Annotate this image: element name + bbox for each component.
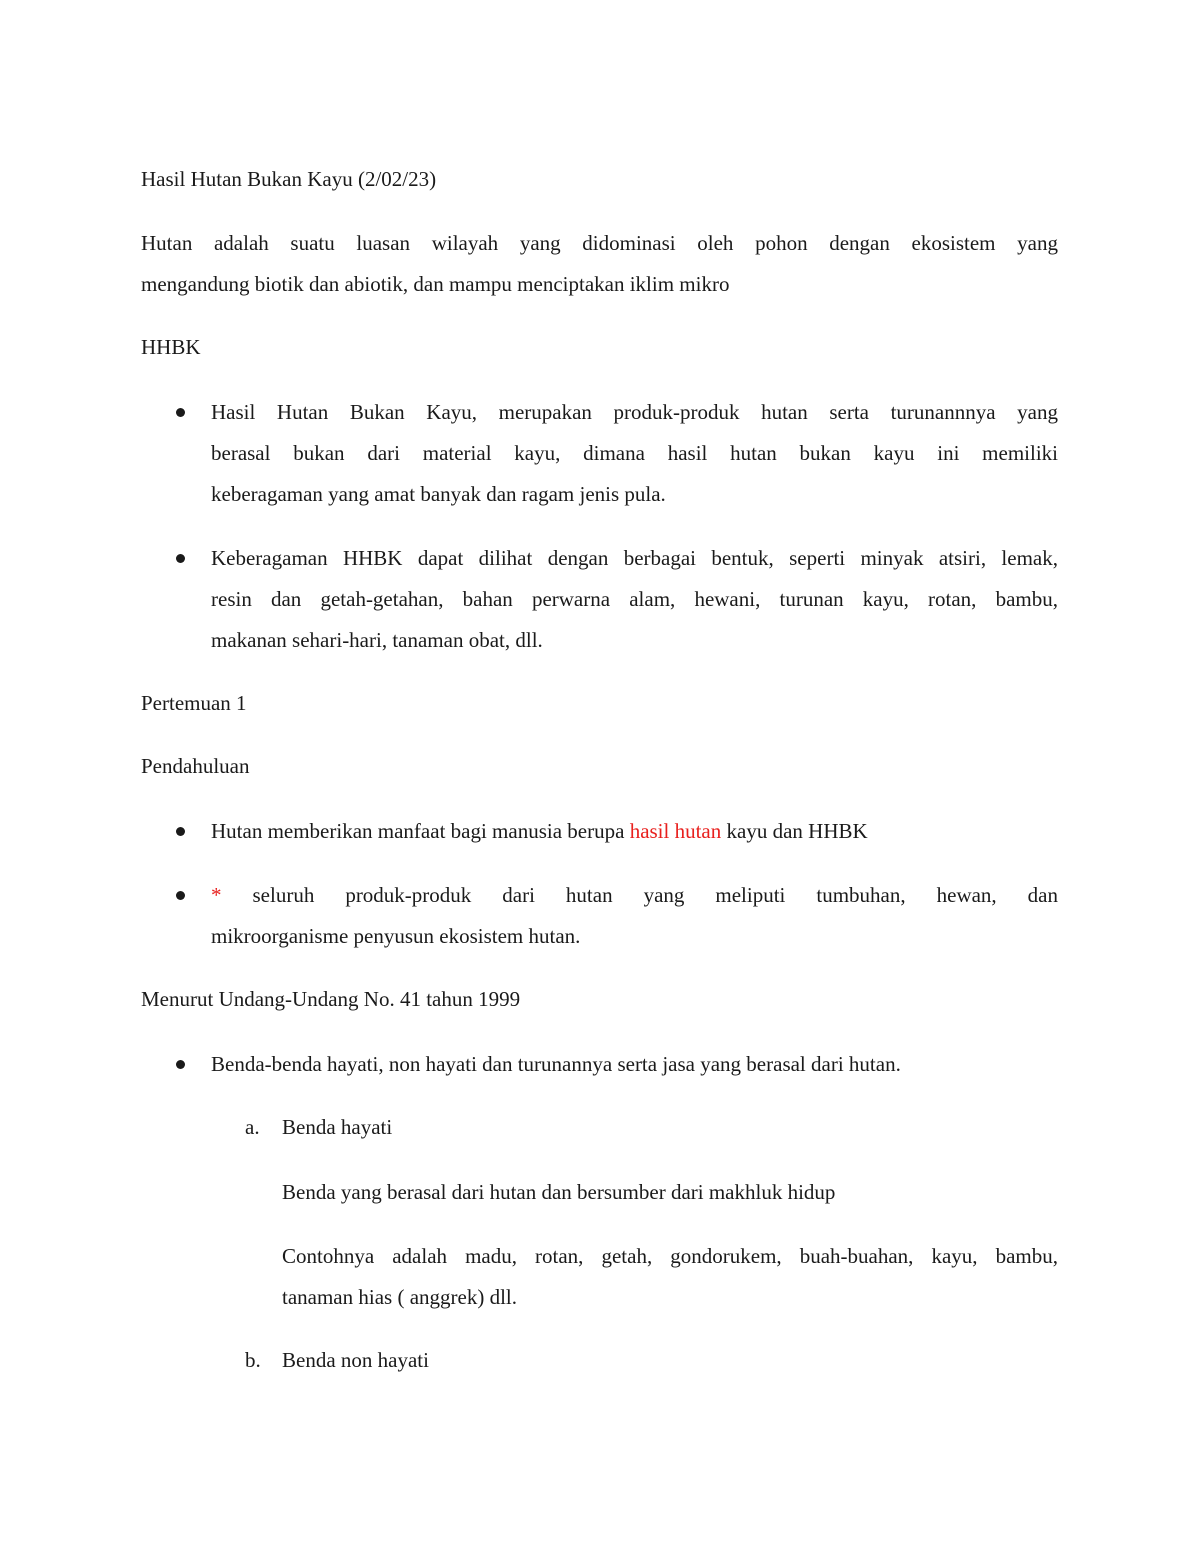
highlighted-term: hasil hutan [629,819,722,843]
benda-non-hayati-label: Benda non hayati [282,1348,429,1372]
benda-hayati-example-line-2: tanaman hias ( anggrek) dll. [282,1285,517,1309]
hhbk-bullet-2-line-2: resin dan getah-getahan, bahan perwarna alam, hewani, turunan kayu, rotan, bambu, [211,587,1058,611]
pendahuluan-bullet-2-text: seluruh produk-produk dari hutan yang meliputi tumbuhan, hewan, dan [252,883,1058,907]
hhbk-bullet-2-line-1: Keberagaman HHBK dapat dilihat dengan berbagai bentuk, seperti minyak atsiri, lemak, [211,546,1058,570]
pendahuluan-heading: Pendahuluan [141,754,250,778]
pertemuan-heading: Pertemuan 1 [141,691,247,715]
benda-hayati-example-line-1: Contohnya adalah madu, rotan, getah, gondorukem, buah-buahan, kayu, bambu, [282,1244,1058,1268]
pendahuluan-bullet-1 [211,811,1058,852]
bullet-icon [176,1060,185,1069]
hhbk-bullet-1-line-3: keberagaman yang amat banyak dan ragam jenis pula. [211,482,666,506]
definition-line-2: mengandung biotik dan abiotik, dan mampu menciptakan iklim mikro [141,272,730,296]
benda-hayati-description: Benda yang berasal dari hutan dan bersumber dari makhluk hidup [282,1180,836,1204]
uu-bullet: Benda-benda hayati, non hayati dan turunannya serta jasa yang berasal dari hutan. [211,1052,901,1076]
definition-line-1: Hutan adalah suatu luasan wilayah yang didominasi oleh pohon dengan ekosistem yang [141,231,1058,255]
bullet-icon [176,554,185,563]
list-letter-b: b. [245,1348,261,1372]
benda-hayati-label: Benda hayati [282,1115,393,1139]
asterisk-marker: * [211,883,222,907]
bullet-icon [176,827,185,836]
pendahuluan-bullet-2-line-2: mikroorganisme penyusun ekosistem hutan. [211,924,581,948]
hhbk-bullet-1-line-2: berasal bukan dari material kayu, dimana hasil hutan bukan kayu ini memiliki [211,441,1058,465]
bullet-icon [176,408,185,417]
document-title: Hasil Hutan Bukan Kayu (2/02/23) [141,167,437,191]
hhbk-bullet-2-line-3: makanan sehari-hari, tanaman obat, dll. [211,628,543,652]
hhbk-bullet-1-line-1: Hasil Hutan Bukan Kayu, merupakan produk-produk hutan serta turunannnya yang [211,400,1058,424]
list-letter-a: a. [245,1115,260,1139]
pendahuluan-bullet-1-text-end: kayu dan HHBK [721,819,868,843]
bullet-icon [176,891,185,900]
pendahuluan-bullet-2-line-1 [211,875,1058,916]
hhbk-heading: HHBK [141,335,201,359]
uu-heading: Menurut Undang-Undang No. 41 tahun 1999 [141,987,521,1011]
pendahuluan-bullet-1-text-start: Hutan memberikan manfaat bagi manusia berupa [211,819,630,843]
